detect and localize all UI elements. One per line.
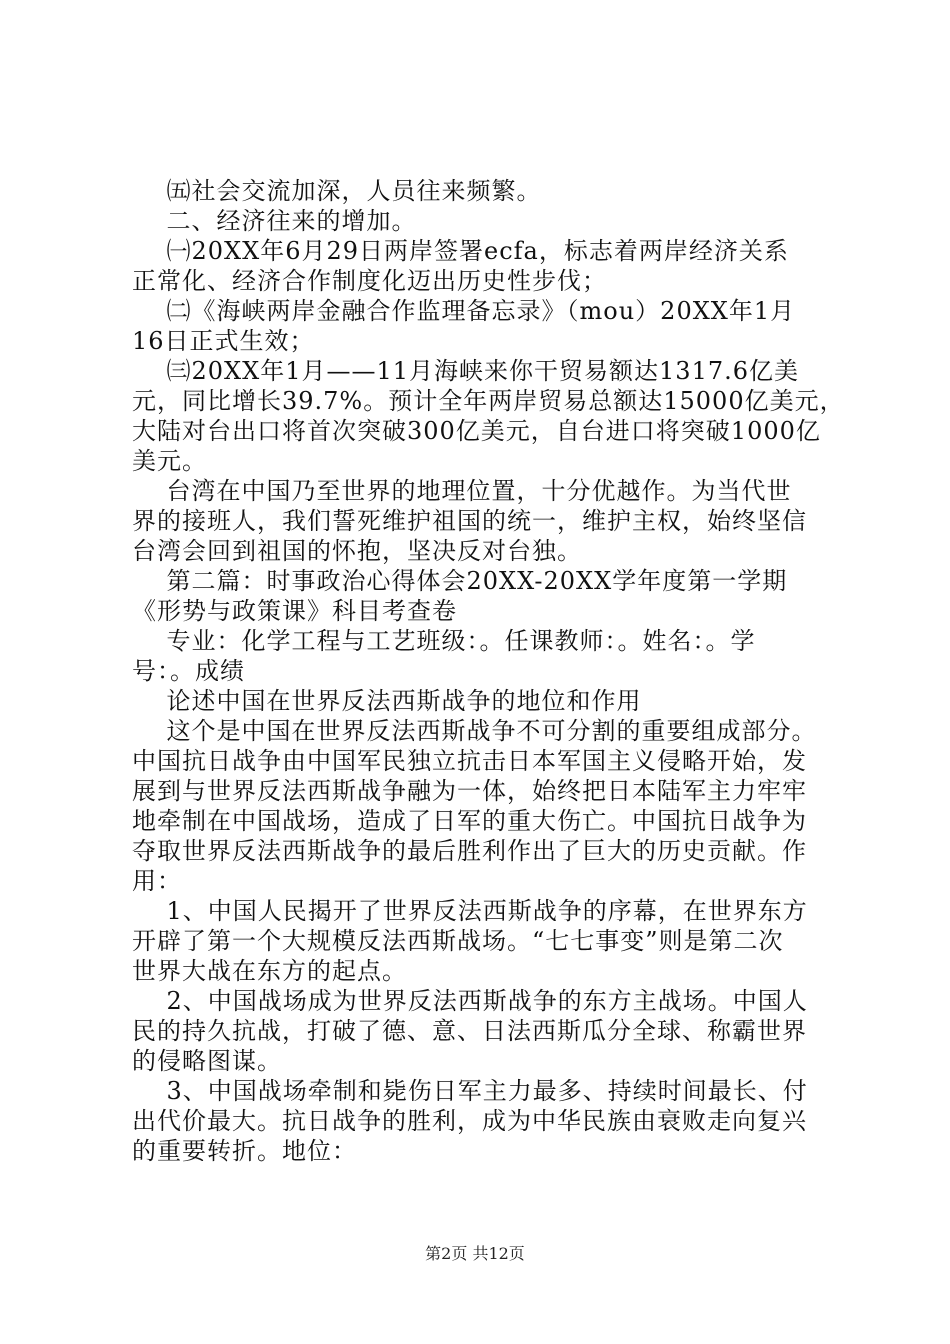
text-line: 开辟了第一个大规模反法西斯战场。“七七事变”则是第二次 [132,927,784,955]
text-line: 台湾会回到祖国的怀抱，坚决反对台独。 [132,537,582,565]
text-line: 的侵略图谋。 [132,1047,282,1075]
text-line: 这个是中国在世界反法西斯战争不可分割的重要组成部分。 [132,717,817,745]
text-line: ㈤社会交流加深，人员往来频繁。 [132,177,542,205]
text-line: 大陆对台出口将首次突破300亿美元，自台进口将突破1000亿 [132,417,821,445]
page-number-footer: 第2页 共12页 [425,1244,525,1263]
text-line: 界的接班人，我们誓死维护祖国的统一，维护主权，始终坚信 [132,507,807,535]
text-line: 世界大战在东方的起点。 [132,957,407,985]
text-line: 地牵制在中国战场，造成了日军的重大伤亡。中国抗日战争为 [132,807,807,835]
text-line: 正常化、经济合作制度化迈出历史性步伐； [132,267,607,295]
text-line: 元，同比增长39.7%。预计全年两岸贸易总额达15000亿美元， [132,387,845,415]
text-line: ㈠20XX年6月29日两岸签署ecfa，标志着两岸经济关系 [132,237,789,265]
text-line: 中国抗日战争由中国军民独立抗击日本军国主义侵略开始，发 [132,747,807,775]
text-line: 2、中国战场成为世界反法西斯战争的东方主战场。中国人 [132,987,808,1015]
text-line: 民的持久抗战，打破了德、意、日法西斯瓜分全球、称霸世界 [132,1017,807,1045]
text-line: 用： [132,867,182,895]
text-line: 出代价最大。抗日战争的胜利，成为中华民族由衰败走向复兴 [132,1107,807,1135]
text-line: 的重要转折。地位： [132,1137,357,1165]
text-line: 号：。成绩 [132,657,245,685]
section-heading: 《形势与政策课》科目考查卷 [132,597,457,625]
text-line: 美元。 [132,447,207,475]
text-line: 16日正式生效； [132,327,315,355]
text-line: ㈡《海峡两岸金融合作监理备忘录》（mou）20XX年1月 [132,297,796,325]
text-line: ㈢20XX年1月——11月海峡来你干贸易额达1317.6亿美 [132,357,800,385]
document-body [132,176,845,1166]
text-line: 3、中国战场牵制和毙伤日军主力最多、持续时间最长、付 [132,1077,808,1105]
text-line: 夺取世界反法西斯战争的最后胜利作出了巨大的历史贡献。作 [132,837,807,865]
text-line: 1、中国人民揭开了世界反法西斯战争的序幕，在世界东方 [132,897,808,925]
text-line: 专业：化学工程与工艺班级：。任课教师：。姓名：。学 [132,627,756,655]
section-heading: 第二篇：时事政治心得体会20XX-20XX学年度第一学期 [132,567,788,595]
text-line: 二、经济往来的增加。 [132,207,417,235]
text-line: 台湾在中国乃至世界的地理位置，十分优越作。为当代世 [132,477,792,505]
essay-title: 论述中国在世界反法西斯战争的地位和作用 [132,687,642,715]
text-line: 展到与世界反法西斯战争融为一体，始终把日本陆军主力牢牢 [132,777,807,805]
